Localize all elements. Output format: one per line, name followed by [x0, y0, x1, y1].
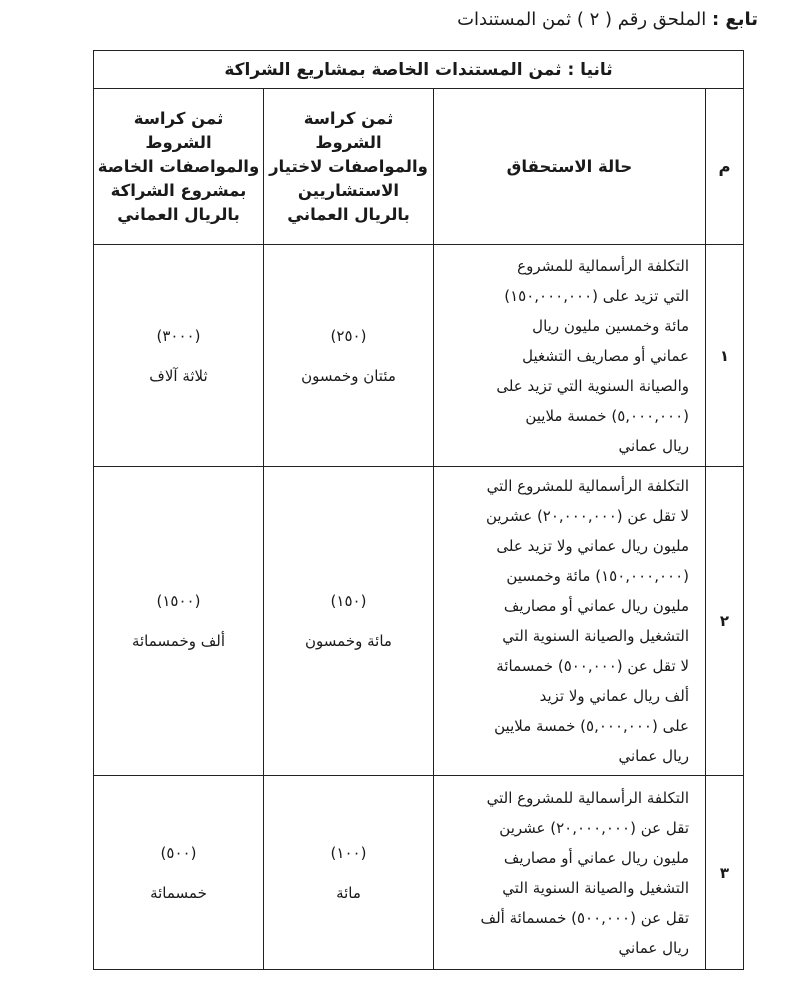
condition-line: التشغيل والصيانة السنوية التي: [502, 627, 689, 645]
condition-line: تقل عن (٢٠,٠٠٠,٠٠٠) عشرين: [499, 818, 689, 837]
header-line: بمشروع الشراكة: [110, 180, 247, 200]
header-line: الشروط: [145, 132, 212, 152]
condition-line: مليون ريال عماني أو مصاريف: [503, 848, 689, 867]
table-row: [94, 467, 744, 776]
project-price-cell: [94, 467, 264, 776]
project-price-words: خمسمائة: [150, 883, 207, 902]
header-line: ثمن كراسة: [133, 108, 224, 128]
project-price-cell: [94, 776, 264, 970]
project-price-cell: [94, 245, 264, 467]
consultants-price-words: مائة: [336, 883, 361, 902]
condition-line: التكلفة الرأسمالية للمشروع: [517, 256, 689, 275]
project-price-amount: (٣٠٠٠): [156, 326, 201, 345]
consultants-price-amount: (٢٥٠): [330, 326, 367, 345]
header-line: بالريال العماني: [117, 204, 240, 224]
column-header-consultants-price: [264, 89, 434, 245]
table-title-row: [94, 51, 744, 89]
consultants-price-cell: [264, 776, 434, 970]
condition-line: ألف ريال عماني ولا تزيد: [539, 687, 689, 705]
condition-line: ريال عماني: [618, 436, 689, 455]
condition-line: على (٥,٠٠٠,٠٠٠) خمسة ملايين: [494, 717, 689, 735]
header-title: الملحق رقم ( ٢ ) ثمن المستندات: [457, 9, 707, 30]
condition-line: لا تقل عن (٢٠,٠٠٠,٠٠٠) عشرين: [485, 507, 689, 525]
condition-line: ريال عماني: [618, 747, 689, 765]
column-header-project-price: [94, 89, 264, 245]
condition-line: مائة وخمسين مليون ريال: [532, 316, 689, 335]
table-row: [94, 776, 744, 970]
header-line: والمواصفات الخاصة: [97, 156, 260, 176]
project-price-amount: (١٥٠٠): [156, 592, 201, 610]
consultants-price-amount: (١٠٠): [330, 843, 367, 862]
condition-line: لا تقل عن (٥٠٠,٠٠٠) خمسمائة: [496, 657, 689, 675]
header-line: الشروط: [315, 132, 382, 152]
consultants-price-cell: [264, 245, 434, 467]
header-line: الاستشاريين: [297, 180, 400, 200]
header-line: ثمن كراسة: [303, 108, 394, 128]
condition-line: مليون ريال عماني ولا تزيد على: [496, 537, 689, 555]
consultants-price-words: مئتان وخمسون: [301, 366, 396, 385]
project-price-amount: (٥٠٠): [160, 843, 197, 862]
condition-line: ريال عماني: [618, 938, 689, 957]
condition-line: مليون ريال عماني أو مصاريف: [503, 597, 689, 615]
condition-line: عماني أو مصاريف التشغيل: [522, 346, 689, 365]
header-prefix: تابع :: [711, 9, 758, 30]
column-header-condition: حالة الاستحقاق: [434, 89, 706, 245]
project-price-words: ألف وخمسمائة: [131, 632, 226, 650]
table-header-row: [94, 89, 744, 245]
condition-line: التي تزيد على (١٥٠,٠٠٠,٠٠٠): [504, 286, 689, 305]
document-prices-table: [93, 50, 744, 970]
row-condition: [434, 245, 706, 467]
header-line: بالريال العماني: [287, 204, 410, 224]
condition-line: (١٥٠,٠٠٠,٠٠٠) مائة وخمسين: [506, 567, 689, 585]
condition-line: تقل عن (٥٠٠,٠٠٠) خمسمائة ألف: [480, 908, 689, 927]
row-condition: [434, 467, 706, 776]
condition-line: التشغيل والصيانة السنوية التي: [502, 878, 689, 897]
consultants-price-cell: [264, 467, 434, 776]
page-header: [457, 8, 758, 32]
consultants-price-amount: (١٥٠): [330, 592, 367, 610]
row-number: ٢: [706, 467, 744, 776]
consultants-price-words: مائة وخمسون: [305, 632, 392, 650]
condition-line: والصيانة السنوية التي تزيد على: [496, 376, 689, 395]
condition-line: (٥,٠٠٠,٠٠٠) خمسة ملايين: [525, 406, 689, 425]
header-line: والمواصفات لاختيار: [269, 156, 428, 176]
row-condition: [434, 776, 706, 970]
condition-line: التكلفة الرأسمالية للمشروع التي: [486, 477, 689, 495]
condition-line: التكلفة الرأسمالية للمشروع التي: [486, 788, 689, 807]
project-price-words: ثلاثة آلاف: [149, 366, 208, 385]
table-row: [94, 245, 744, 467]
row-number: ٣: [706, 776, 744, 970]
section-title: ثانيا : ثمن المستندات الخاصة بمشاريع الشراكة: [94, 51, 744, 89]
row-number: ١: [706, 245, 744, 467]
column-header-num: م: [706, 89, 744, 245]
